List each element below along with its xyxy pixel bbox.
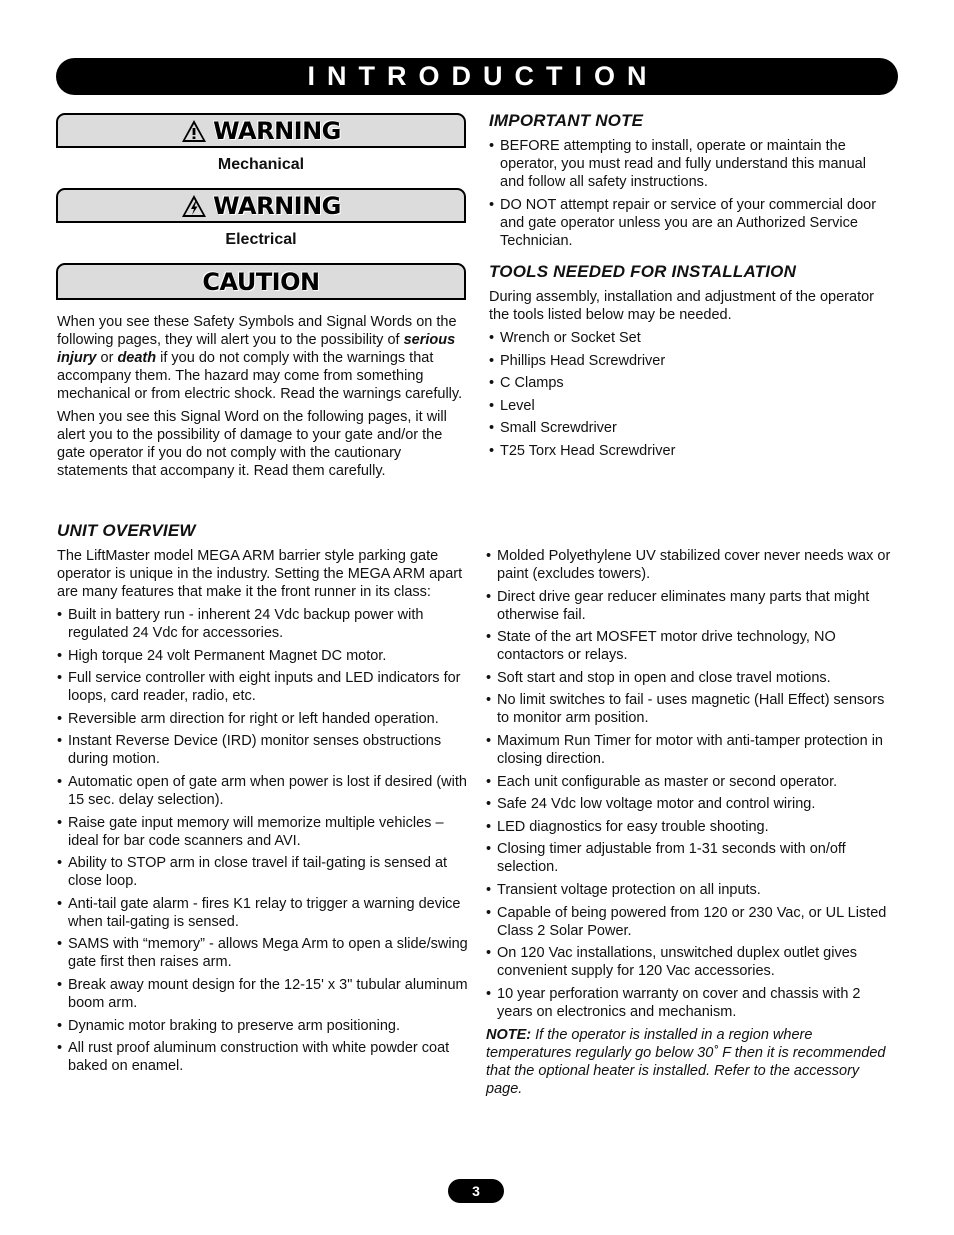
caution-sign <box>56 263 466 300</box>
tools-intro: During assembly, installation and adjustment of the operator the tools listed below may be needed. <box>489 289 875 323</box>
warning-triangle-icon <box>181 119 207 143</box>
tools-list <box>489 329 891 465</box>
safety-paragraph-1 <box>57 313 467 403</box>
page-title: INTRODUCTION <box>307 61 659 91</box>
list-item: • SAMS with “memory” - allows Mega Arm to open a slide/swing gate first then raises arm. <box>57 935 469 971</box>
warning-label: WARNING <box>213 116 341 145</box>
text: When you see these Safety Symbols and Signal Words on the following pages, they will alert you to the possibility of <box>57 314 457 348</box>
list-item: • Ability to STOP arm in close travel if tail-gating is sensed at close loop. <box>57 854 469 890</box>
list-item: • No limit switches to fail - uses magnetic (Hall Effect) sensors to monitor arm position. <box>486 691 896 727</box>
list-item: • DO NOT attempt repair or service of your commercial door and gate operator unless you are an Authorized Service Technician. <box>489 196 891 250</box>
warning-label: WARNING <box>213 191 341 220</box>
list-item: • Built in battery run - inherent 24 Vdc backup power with regulated 24 Vdc for accessories. <box>57 606 469 642</box>
list-item: • Soft start and stop in open and close travel motions. <box>486 669 896 687</box>
list-item: • On 120 Vac installations, unswitched duplex outlet gives convenient supply for 120 Vac accessories. <box>486 944 896 980</box>
list-item: • Direct drive gear reducer eliminates many parts that might otherwise fail. <box>486 588 896 624</box>
unit-overview-intro: The LiftMaster model MEGA ARM barrier style parking gate operator is unique in the industry. Setting the MEGA ARM apart are many features that make it the front runner in its class: <box>57 548 463 600</box>
list-item: • All rust proof aluminum construction with white powder coat baked on enamel. <box>57 1039 469 1075</box>
warning-sign-electrical <box>56 188 466 223</box>
list-item: • Level <box>489 397 891 415</box>
emphasis-death: death <box>117 350 157 366</box>
list-item: • Reversible arm direction for right or left handed operation. <box>57 710 469 728</box>
list-item: • C Clamps <box>489 374 891 392</box>
warning-caption-electrical: Electrical <box>225 231 297 248</box>
unit-overview-title: UNIT OVERVIEW <box>57 521 196 540</box>
list-item: • Wrench or Socket Set <box>489 329 891 347</box>
list-item: • Molded Polyethylene UV stabilized cover never needs wax or paint (excludes towers). <box>486 547 896 583</box>
list-item: • Full service controller with eight inputs and LED indicators for loops, card reader, radio, etc. <box>57 669 469 705</box>
list-item: • Each unit configurable as master or second operator. <box>486 773 896 791</box>
important-note-list <box>489 137 891 254</box>
section-header <box>56 58 898 95</box>
caution-label: CAUTION <box>202 267 320 296</box>
list-item: • Closing timer adjustable from 1-31 seconds with on/off selection. <box>486 840 896 876</box>
page-number: 3 <box>448 1179 504 1203</box>
list-item: • Instant Reverse Device (IRD) monitor senses obstructions during motion. <box>57 732 469 768</box>
list-item: • Break away mount design for the 12-15' x 3" tubular aluminum boom arm. <box>57 976 469 1012</box>
overview-list-left <box>57 606 469 1080</box>
text: if you do not comply with the warnings that accompany them. The hazard may come from something mechanical or from electric shock. Read the warnings carefully. <box>57 350 463 402</box>
list-item: • State of the art MOSFET motor drive technology, NO contactors or relays. <box>486 628 896 664</box>
overview-list-right <box>486 547 896 1025</box>
list-item: • LED diagnostics for easy trouble shooting. <box>486 818 896 836</box>
list-item: • BEFORE attempting to install, operate or maintain the operator, you must read and fully understand this manual and follow all safety instructions. <box>489 137 891 191</box>
warning-caption-mechanical: Mechanical <box>217 156 305 173</box>
electrical-hazard-icon <box>181 194 207 218</box>
list-item: • Dynamic motor braking to preserve arm positioning. <box>57 1017 469 1035</box>
list-item: • Transient voltage protection on all inputs. <box>486 881 896 899</box>
note-text: If the operator is installed in a region where temperatures regularly go below 30˚ F then it is recommended that the optional heater is installed. Refer to the accessory page. <box>486 1027 886 1097</box>
heater-note <box>486 1026 896 1098</box>
list-item: • T25 Torx Head Screwdriver <box>489 442 891 460</box>
important-note-title: IMPORTANT NOTE <box>489 111 644 130</box>
list-item: • Anti-tail gate alarm - fires K1 relay to trigger a warning device when tail-gating is sensed. <box>57 895 469 931</box>
list-item: • High torque 24 volt Permanent Magnet DC motor. <box>57 647 469 665</box>
emphasis-serious-injury: serious injury <box>57 332 456 366</box>
list-item: • Phillips Head Screwdriver <box>489 352 891 370</box>
list-item: • 10 year perforation warranty on cover and chassis with 2 years on electronics and mechanism. <box>486 985 896 1021</box>
tools-title: TOOLS NEEDED FOR INSTALLATION <box>489 262 797 281</box>
warning-sign-mechanical <box>56 113 466 148</box>
list-item: • Safe 24 Vdc low voltage motor and control wiring. <box>486 795 896 813</box>
safety-paragraph-2: When you see this Signal Word on the following pages, it will alert you to the possibility of damage to your gate and/or the gate operator if you do not comply with the cautionary statements that accompany it. Read them carefully. <box>57 409 447 479</box>
text: or <box>96 350 118 366</box>
list-item: • Maximum Run Timer for motor with anti-tamper protection in closing direction. <box>486 732 896 768</box>
list-item: • Raise gate input memory will memorize multiple vehicles – ideal for bar code scanners and AVI. <box>57 814 469 850</box>
list-item: • Small Screwdriver <box>489 419 891 437</box>
list-item: • Capable of being powered from 120 or 230 Vac, or UL Listed Class 2 Solar Power. <box>486 904 896 940</box>
list-item: • Automatic open of gate arm when power is lost if desired (with 15 sec. delay selection). <box>57 773 469 809</box>
note-label: NOTE: <box>486 1027 532 1043</box>
